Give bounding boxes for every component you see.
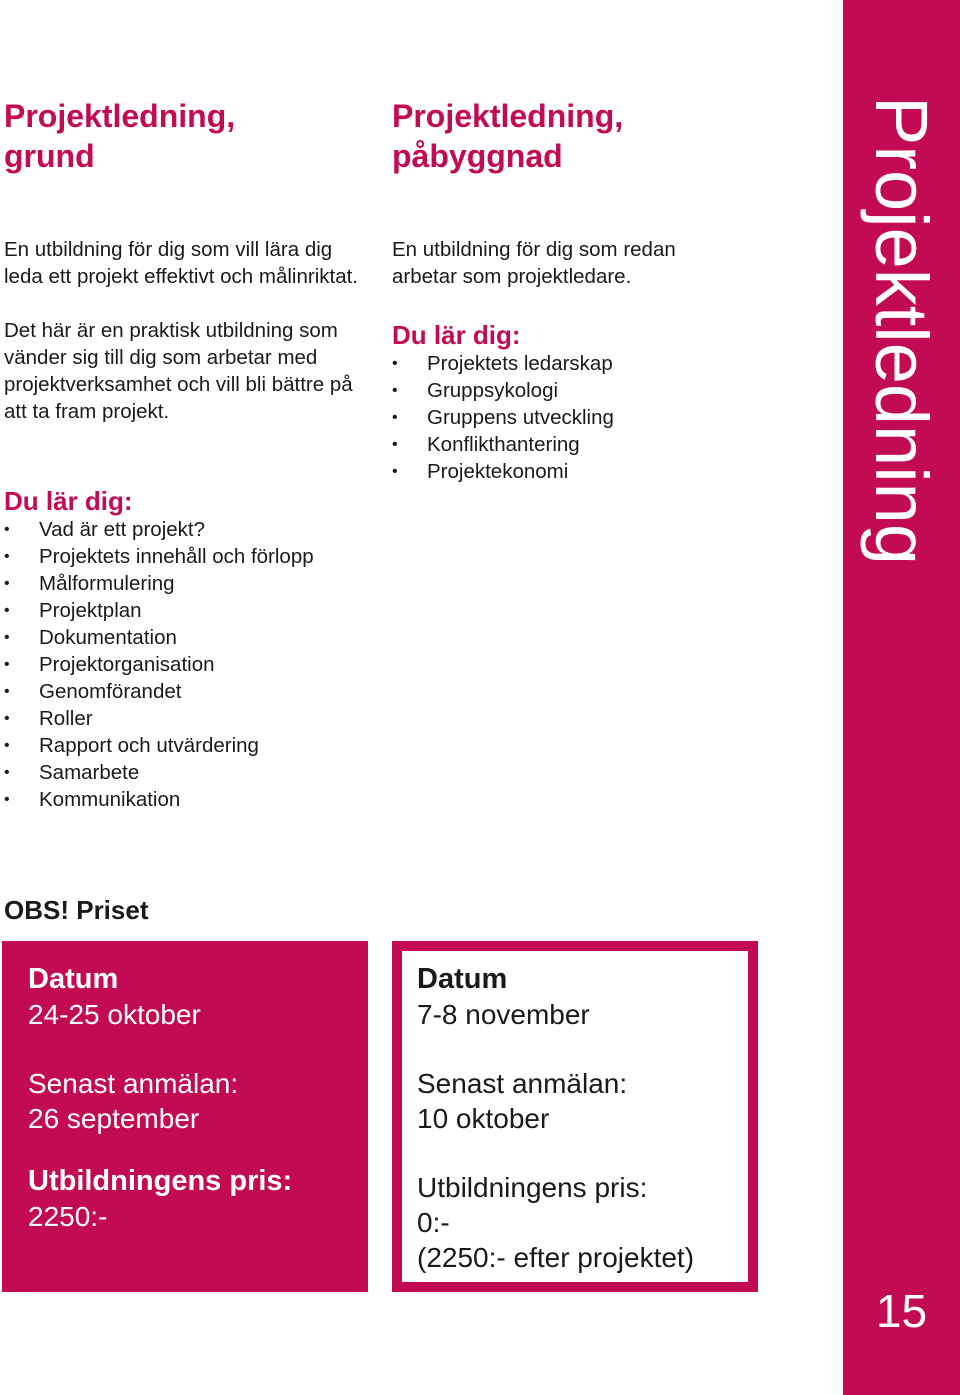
course-advanced-title: Projektledning, påbyggnad [392,98,624,174]
list-item: • Projektplan [4,597,384,624]
course-advanced-learn-list [392,350,792,485]
course-advanced-learn-title: Du lär dig: [392,320,521,350]
deadline-label: Senast anmälan: [417,1068,628,1099]
price-label: Utbildningens pris: [28,1165,293,1197]
list-item: • Samarbete [4,759,384,786]
list-item: • Projektets ledarskap [392,350,792,377]
course-basic-title: Projektledning, grund [4,98,236,174]
side-band [843,0,960,1395]
list-item: • Projektekonomi [392,458,792,485]
course-advanced-section [392,96,792,485]
deadline-value: 26 september [28,1103,200,1134]
price-note: (2250:- efter projektet) [417,1242,695,1273]
deadline-label: Senast anmälan: [28,1068,239,1099]
price-label: Utbildningens pris: [417,1172,648,1203]
list-item: • Gruppens utveckling [392,404,792,431]
list-item: • Projektets innehåll och förlopp [4,543,384,570]
list-item: • Rapport och utvärdering [4,732,384,759]
list-item: • Konflikthantering [392,431,792,458]
course-basic-intro: En utbildning för dig som vill lära dig leda ett projekt effektivt och målinriktat. [4,238,358,288]
date-label: Datum [28,963,119,995]
list-item: • Vad är ett projekt? [4,516,384,543]
course-advanced-intro: En utbildning för dig som redan arbetar som projektledare. [392,238,676,288]
list-item: • Genomförandet [4,678,384,705]
list-item: • Målformulering [4,570,384,597]
list-item: • Gruppsykologi [392,377,792,404]
list-item: • Projektorganisation [4,651,384,678]
course-basic-section [4,96,384,813]
side-title: Projektledning [860,96,943,565]
list-item: • Dokumentation [4,624,384,651]
list-item: • Kommunikation [4,786,384,813]
course-basic-info-box [2,941,368,1292]
date-value: 7-8 november [417,999,590,1030]
obs-price-note: OBS! Priset [4,895,149,925]
course-basic-description: Det här är en praktisk utbildning som vänder sig till dig som arbetar med projektverksamhet och vill bli bättre på att ta fram projekt. [4,319,353,423]
page-number: 15 [875,1285,928,1337]
course-advanced-info-box [392,941,758,1292]
date-value: 24-25 oktober [28,999,201,1030]
course-basic-learn-list [4,516,384,813]
course-basic-learn-title: Du lär dig: [4,486,133,516]
list-item: • Roller [4,705,384,732]
price-value: 2250:- [28,1201,108,1232]
deadline-value: 10 oktober [417,1103,550,1134]
date-label: Datum [417,963,508,995]
price-value: 0:- [417,1207,450,1238]
